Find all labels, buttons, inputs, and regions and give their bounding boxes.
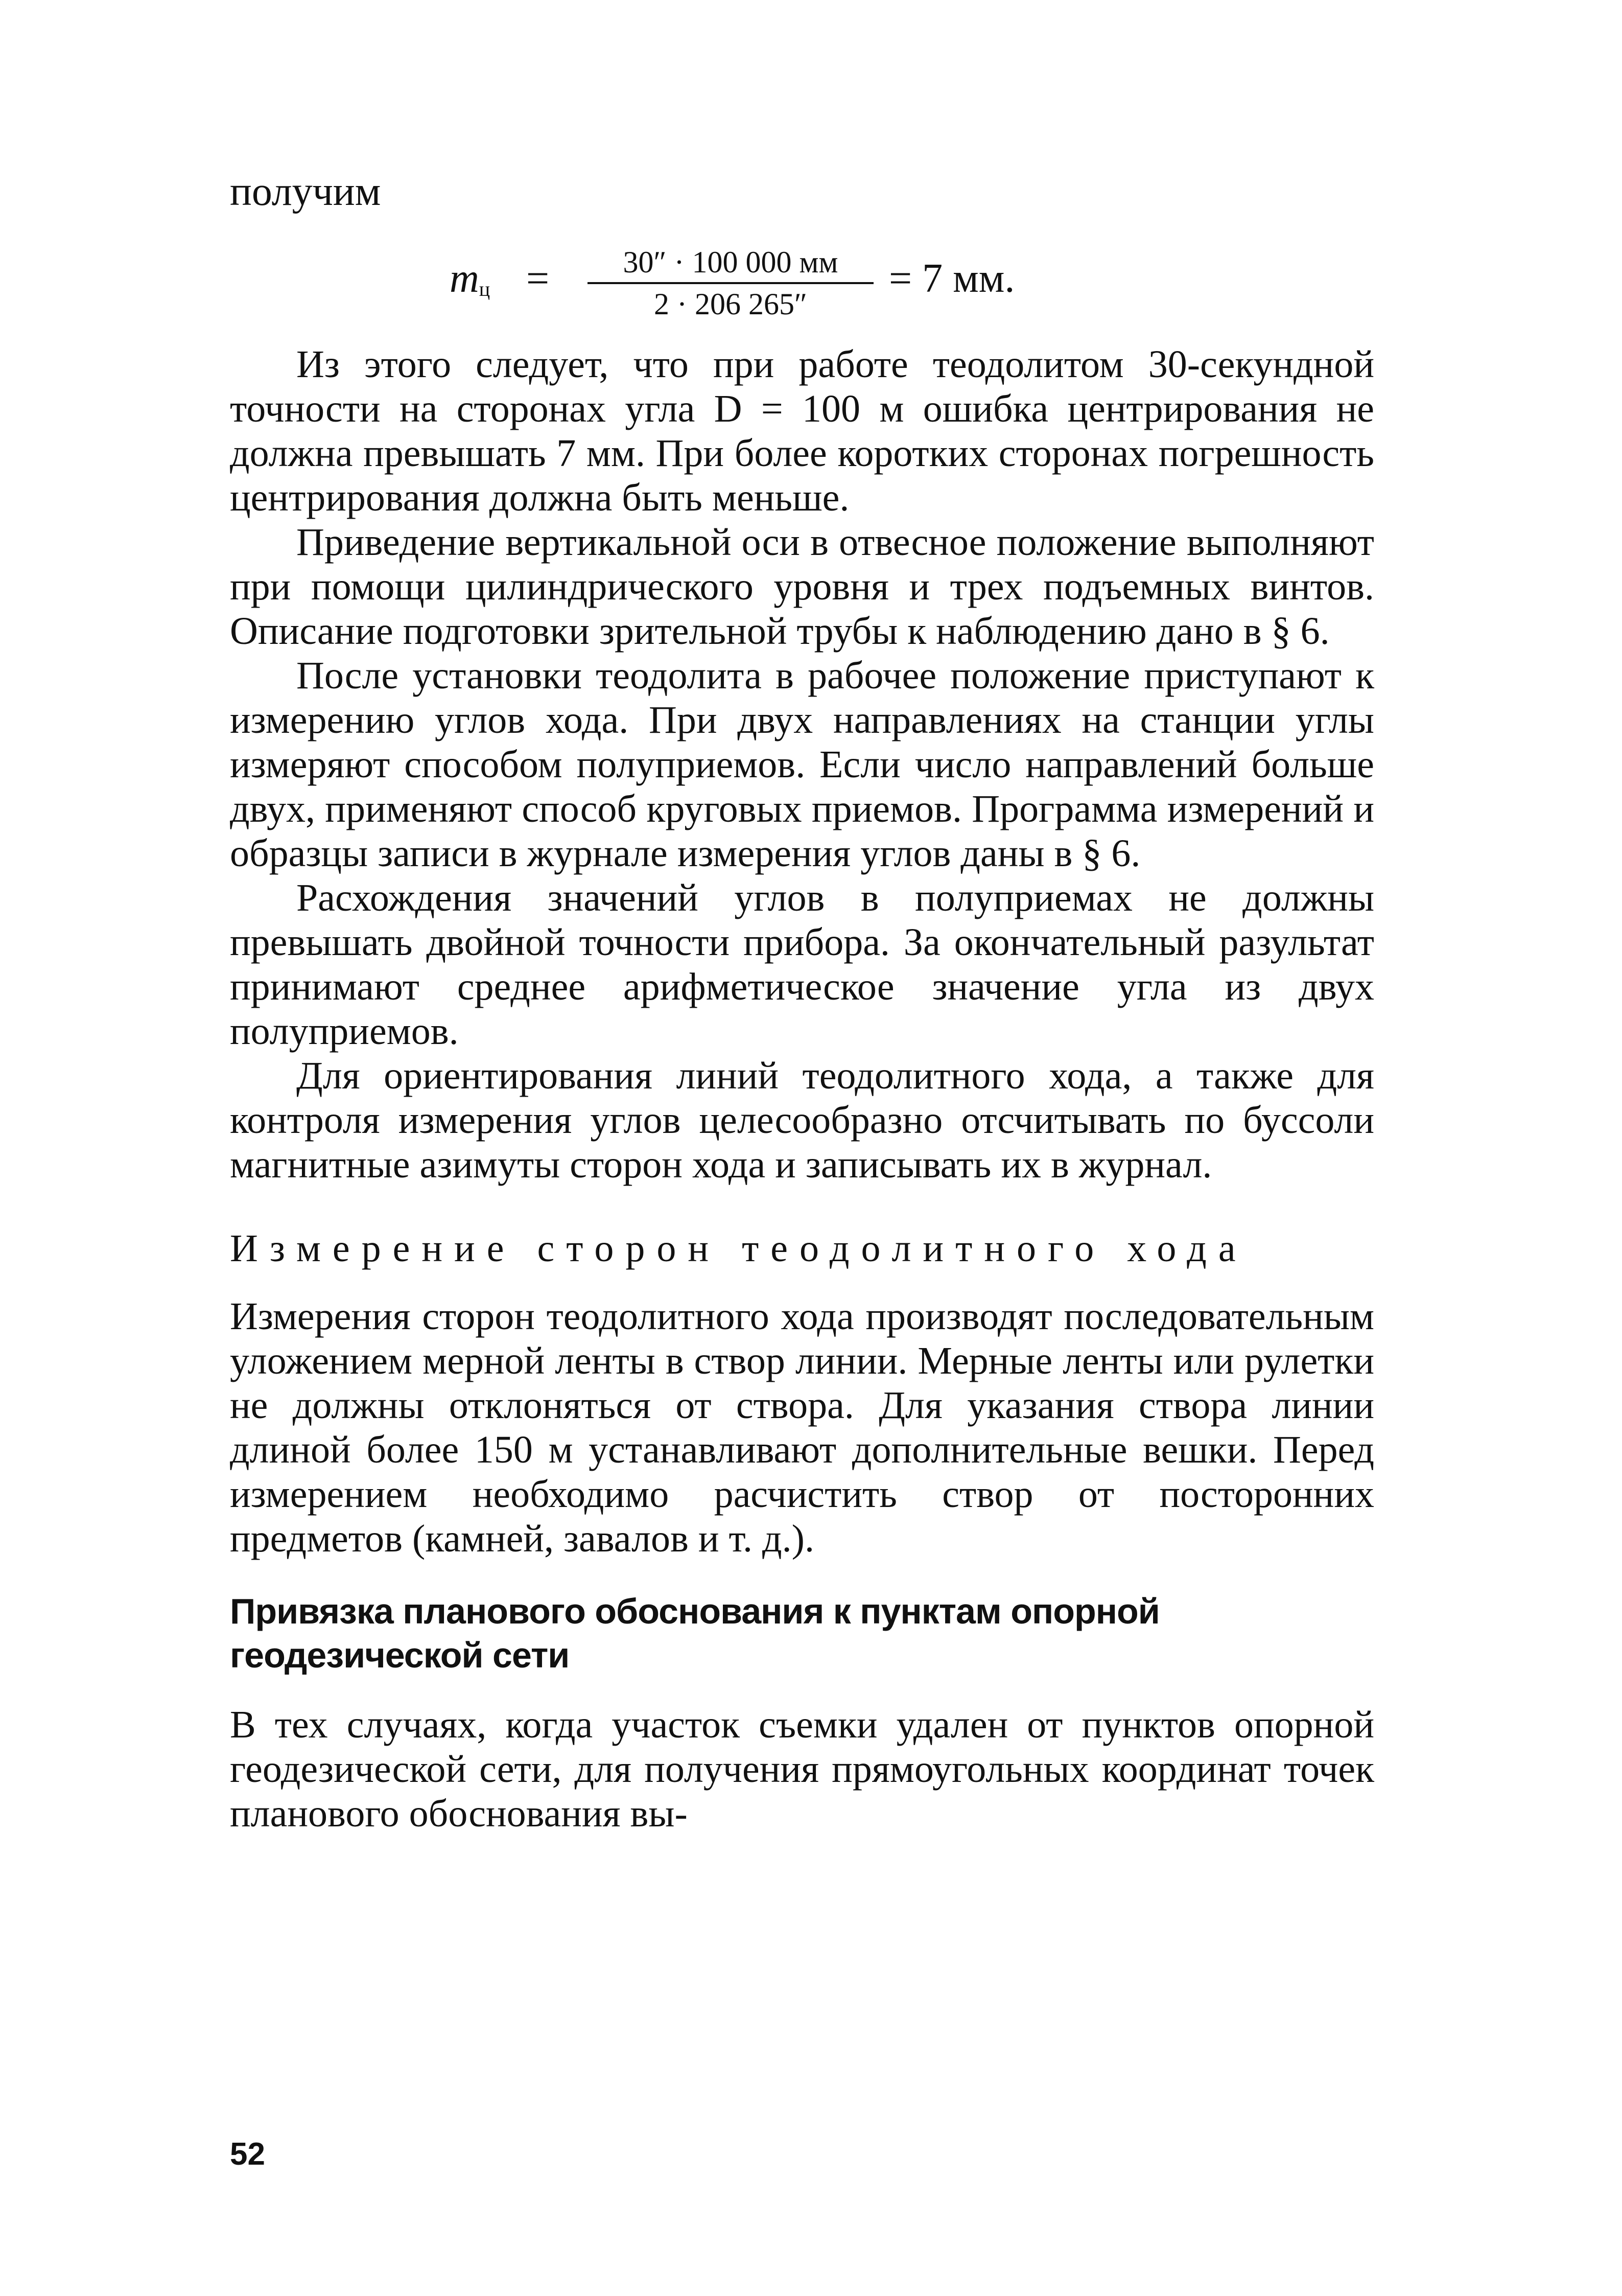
intro-word: получим [230,169,381,214]
spacer [230,1187,1374,1223]
formula-fraction [587,245,874,321]
formula-denominator: 2 · 206 265″ [654,287,807,321]
formula-lhs [450,256,490,302]
spacer [230,1677,1374,1703]
formula-lhs-subscript: ц [479,277,490,300]
spacer [230,1561,1374,1589]
paragraph-centering: Из этого следует, что при работе теодолитом 30-секундной точности на сторонах угла D = 100 м ошибка центрирования не должна превышать 7 мм. При более коротких сторонах погрешность центрирования должна быть меньше. [230,343,1374,519]
paragraph-orientation: Для ориентирования линий теодолитного хода, а также для контроля измерения углов целесообразно отсчитывать по буссоли магнитные азимуты сторон хода и записывать их в журнал. [230,1054,1374,1186]
section-heading-side-measurement: Измерение сторон теодолитного хода [230,1227,1248,1270]
paragraph-tie-in: В тех случаях, когда участок съемки удален от пунктов опорной геодезической сети, для получения прямоугольных координат точек планового обоснования вы- [230,1703,1374,1835]
paragraph-discrepancies: Расхождения значений углов в полуприемах не должны превышать двойной точности прибора. За окончательный разультат принимают среднее арифметическое значение угла из двух полуприемов. [230,876,1374,1053]
paragraph-angle-measurement: После установки теодолита в рабочее положение приступают к измерению углов хода. При двух направлениях на станции углы измеряют способом полуприемов. Если число направлений больше двух, применяют способ круговых приемов. Программа измерений и образцы записи в журнале измерения углов даны в § 6. [230,654,1374,875]
paragraph-side-measurement: Измерения сторон теодолитного хода производят последовательным уложением мерной ленты в створ линии. Мерные ленты или рулетки не должны отклоняться от створа. Для указания створа линии длиной более 150 м устанавливают дополнительные вешки. Перед измерением необходимо расчистить створ от посторонних предметов (камней, завалов и т. д.). [230,1295,1374,1560]
formula-equals: = [526,256,550,301]
centering-error-formula [230,215,1374,342]
page-content [230,169,1374,1836]
formula-rhs: = 7 мм. [889,256,1015,301]
formula-numerator: 30″ · 100 000 мм [587,245,874,284]
paragraph-vertical-axis: Приведение вертикальной оси в отвесное положение выполняют при помощи цилиндрического уровня и трех подъемных винтов. Описание подготовки зрительной трубы к наблюдению дано в § 6. [230,521,1374,653]
formula-lhs-symbol: m [450,256,479,301]
section-heading-tie-in: Привязка планового обоснования к пунктам опорной геодезической сети [230,1591,1160,1675]
page-number: 52 [230,2137,265,2172]
